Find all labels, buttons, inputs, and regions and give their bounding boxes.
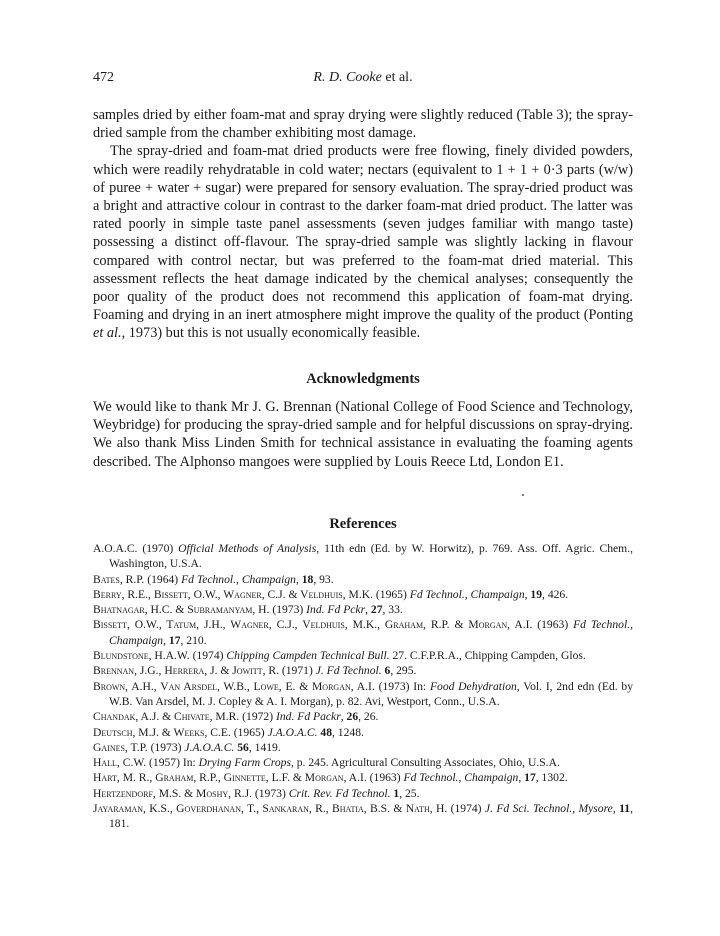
citation-et-al: et al.: [93, 325, 122, 342]
reference-authors: Brennan, J.G., Herrera, J. & Jowitt, R.: [93, 664, 279, 678]
reference-year: (1963): [366, 771, 404, 785]
reference-journal: Drying Farm Crops: [198, 756, 291, 770]
paragraph-text-end: , 1973) but this is not usually economically feasible.: [121, 325, 421, 342]
reference-journal: J.A.O.A.C.: [267, 725, 318, 739]
reference-volume: 48: [320, 725, 332, 739]
acknowledgments-text: [93, 398, 633, 471]
page-header: [93, 70, 633, 92]
reference-entry: [93, 617, 633, 648]
reference-authors: Jayaraman, K.S., Goverdhanan, T., Sankaran, R., Bhatia, B.S. & Nath, H.: [93, 802, 448, 816]
reference-year: (1973) In:: [374, 679, 430, 693]
reference-authors: Berry, R.E., Bissett, O.W., Wagner, C.J. & Veldhuis, M.K.: [93, 587, 374, 601]
reference-authors: Chandak, A.J. & Chivate, M.R.: [93, 710, 240, 724]
reference-authors: Gaines, T.P.: [93, 740, 148, 754]
reference-journal: J.A.O.A.C.: [184, 740, 235, 754]
reference-entry: [93, 602, 633, 617]
reference-details: ,: [340, 710, 347, 724]
reference-volume: 17: [168, 633, 181, 647]
reference-volume: 11: [619, 802, 631, 816]
reference-pages: , 33.: [382, 603, 403, 617]
reference-authors: Bates, R.P.: [93, 572, 145, 586]
reference-year: (1974): [189, 649, 227, 663]
reference-entry: [93, 679, 633, 710]
reference-pages: , 295.: [390, 664, 417, 678]
reference-pages: , 426.: [542, 587, 569, 601]
reference-journal: Official Methods of Analysis: [178, 542, 317, 555]
reference-entry: [93, 709, 633, 724]
reference-entry: [93, 663, 633, 678]
reference-volume: 18: [301, 572, 314, 586]
reference-year: (1964): [144, 572, 182, 586]
reference-year: (1963): [532, 618, 574, 632]
reference-entry: [93, 541, 633, 572]
reference-details: ,: [365, 603, 371, 617]
reference-journal: Fd Technol., Champaign: [403, 771, 519, 785]
reference-journal: Ind. Fd Pckr: [306, 603, 366, 617]
body-text: [93, 106, 633, 343]
paragraph-sensory-evaluation: [93, 142, 633, 342]
acknowledgments-paragraph: We would like to thank Mr J. G. Brennan (National College of Food Science and Technology, Weybridge) for producing the spray-dried sample and for helpful discussions on spray-drying. We also thank Miss Linden Smith for technical assistance in evaluating the foaming agents described. The Alphonso mangoes were supplied by Louis Reece Ltd, London E1.: [93, 399, 633, 470]
reference-pages: , 1302.: [535, 771, 568, 785]
reference-pages: , 93.: [313, 572, 334, 586]
reference-authors: Blundstone, H.A.W.: [93, 649, 190, 663]
reference-pages: , 26.: [358, 710, 379, 724]
reference-authors: Bissett, O.W., Tatum, J.H., Wagner, C.J., Veldhuis, M.K., Graham, R.P. & Morgan, A.I.: [93, 618, 533, 632]
reference-authors: Bhatnagar, H.C. & Subramanyam, H.: [93, 603, 270, 617]
reference-volume: 6: [384, 664, 391, 678]
reference-volume: 27: [370, 603, 383, 617]
reference-volume: 19: [530, 587, 543, 601]
reference-details: , p. 245. Agricultural Consulting Associates, Ohio, U.S.A.: [290, 756, 560, 770]
reference-journal: Food Dehydration: [429, 679, 517, 693]
reference-entry: [93, 786, 633, 801]
reference-details: ,: [295, 572, 302, 586]
reference-authors: Brown, A.H., Van Arsdel, W.B., Lowe, E. & Morgan, A.I.: [93, 679, 375, 693]
reference-year: (1973): [252, 786, 289, 800]
page-number: 472: [93, 70, 114, 85]
running-head-et-al: et al.: [381, 70, 413, 85]
reference-volume: 17: [524, 771, 536, 785]
paragraph-text: The spray-dried and foam-mat dried products were free flowing, finely divided powders, which were readily rehydratable in cold water; nectars (equivalent to 1 + 1 + 0·3 parts (w/w) of puree + water + sugar) were prepared for sensory evaluation. The spray-dried product was a bright and attractive colour in contrast to the darker foam-mat dried product. The latter was rated poorly in simple taste panel assessments (seven judges familiar with mango taste) possessing a distinct off-flavour. The spray-dried sample was slightly lacking in flavour compared with control nectar, but was preferred to the foam-mat dried material. This assessment reflects the heat damage indicated by the chemical analyses; consequently the poor quality of the product does not recommend this application of foam-mat drying. Foaming and drying in an inert atmosphere might improve the quality of the product (Ponting: [93, 143, 633, 324]
references-heading: References: [329, 516, 397, 532]
reference-journal: Fd Technol., Champaign: [409, 587, 525, 601]
reference-journal: Crit. Rev. Fd Technol.: [288, 786, 391, 800]
reference-entry: [93, 755, 633, 770]
running-head-authors: R. D. Cooke: [313, 70, 382, 85]
reference-year: (1973): [147, 740, 185, 754]
reference-journal: Fd Technol., Champaign: [181, 572, 296, 586]
reference-details: ,: [612, 802, 620, 816]
reference-year: (1957) In:: [146, 756, 199, 770]
reference-journal: Ind. Fd Packr: [276, 710, 341, 724]
scan-speck: [522, 494, 524, 496]
reference-details: ,: [524, 587, 531, 601]
reference-entry: [93, 801, 633, 832]
reference-entry: [93, 648, 633, 663]
reference-volume: 26: [346, 710, 359, 724]
reference-entry: [93, 572, 633, 587]
acknowledgments-heading: Acknowledgments: [306, 371, 420, 387]
reference-details: , Vol. I, 2nd edn (Ed. by W.B. Van Arsdel, M. J. Copley & A. I. Morgan), p. 82. Avi, Westport, Conn., U.S.A.: [109, 679, 634, 708]
reference-details: ,: [518, 771, 525, 785]
reference-pages: , 210.: [180, 633, 207, 647]
reference-authors: Hertzendorf, M.S. & Moshy, R.J.: [93, 786, 252, 800]
reference-year: (1974): [447, 802, 485, 816]
reference-volume: 56: [237, 740, 249, 754]
reference-year: (1965): [373, 587, 410, 601]
reference-list: [93, 541, 633, 832]
reference-pages: , 1419.: [248, 740, 281, 754]
reference-year: (1972): [239, 710, 276, 724]
reference-authors: Hart, M. R., Graham, R.P., Ginnette, L.F. & Morgan, A.I.: [93, 771, 367, 785]
reference-year: (1970): [137, 542, 179, 555]
reference-entry: [93, 740, 633, 755]
reference-entry: [93, 725, 633, 740]
reference-journal: Chipping Campden Technical Bull.: [226, 649, 390, 663]
reference-pages: , 181.: [109, 802, 633, 831]
reference-entry: [93, 587, 633, 602]
running-head: [93, 70, 633, 86]
reference-details: 27. C.F.P.R.A., Chipping Campden, Glos.: [389, 649, 586, 663]
reference-year: (1973): [269, 603, 307, 617]
reference-authors: Deutsch, M.J. & Weeks, C.E.: [93, 725, 231, 739]
reference-entry: [93, 770, 633, 785]
reference-pages: , 25.: [399, 786, 420, 800]
reference-year: (1971): [279, 664, 316, 678]
reference-volume: 1: [393, 786, 400, 800]
reference-year: (1965): [230, 725, 268, 739]
reference-pages: , 1248.: [332, 725, 364, 739]
reference-journal: J. Fd Sci. Technol., Mysore: [484, 802, 613, 816]
reference-details: , 11th edn (Ed. by W. Horwitz), p. 769. Ass. Off. Agric. Chem., Washington, U.S.A.: [109, 542, 633, 571]
reference-journal: Fd Technol., Champaign: [109, 618, 633, 647]
reference-details: ,: [163, 633, 169, 647]
reference-journal: J. Fd Technol.: [315, 664, 382, 678]
reference-authors: Hall, C.W.: [93, 756, 147, 770]
reference-authors: A.O.A.C.: [93, 542, 138, 555]
paragraph-continued: samples dried by either foam-mat and spray drying were slightly reduced (Table 3); the spray-dried sample from the chamber exhibiting most damage.: [93, 107, 633, 142]
